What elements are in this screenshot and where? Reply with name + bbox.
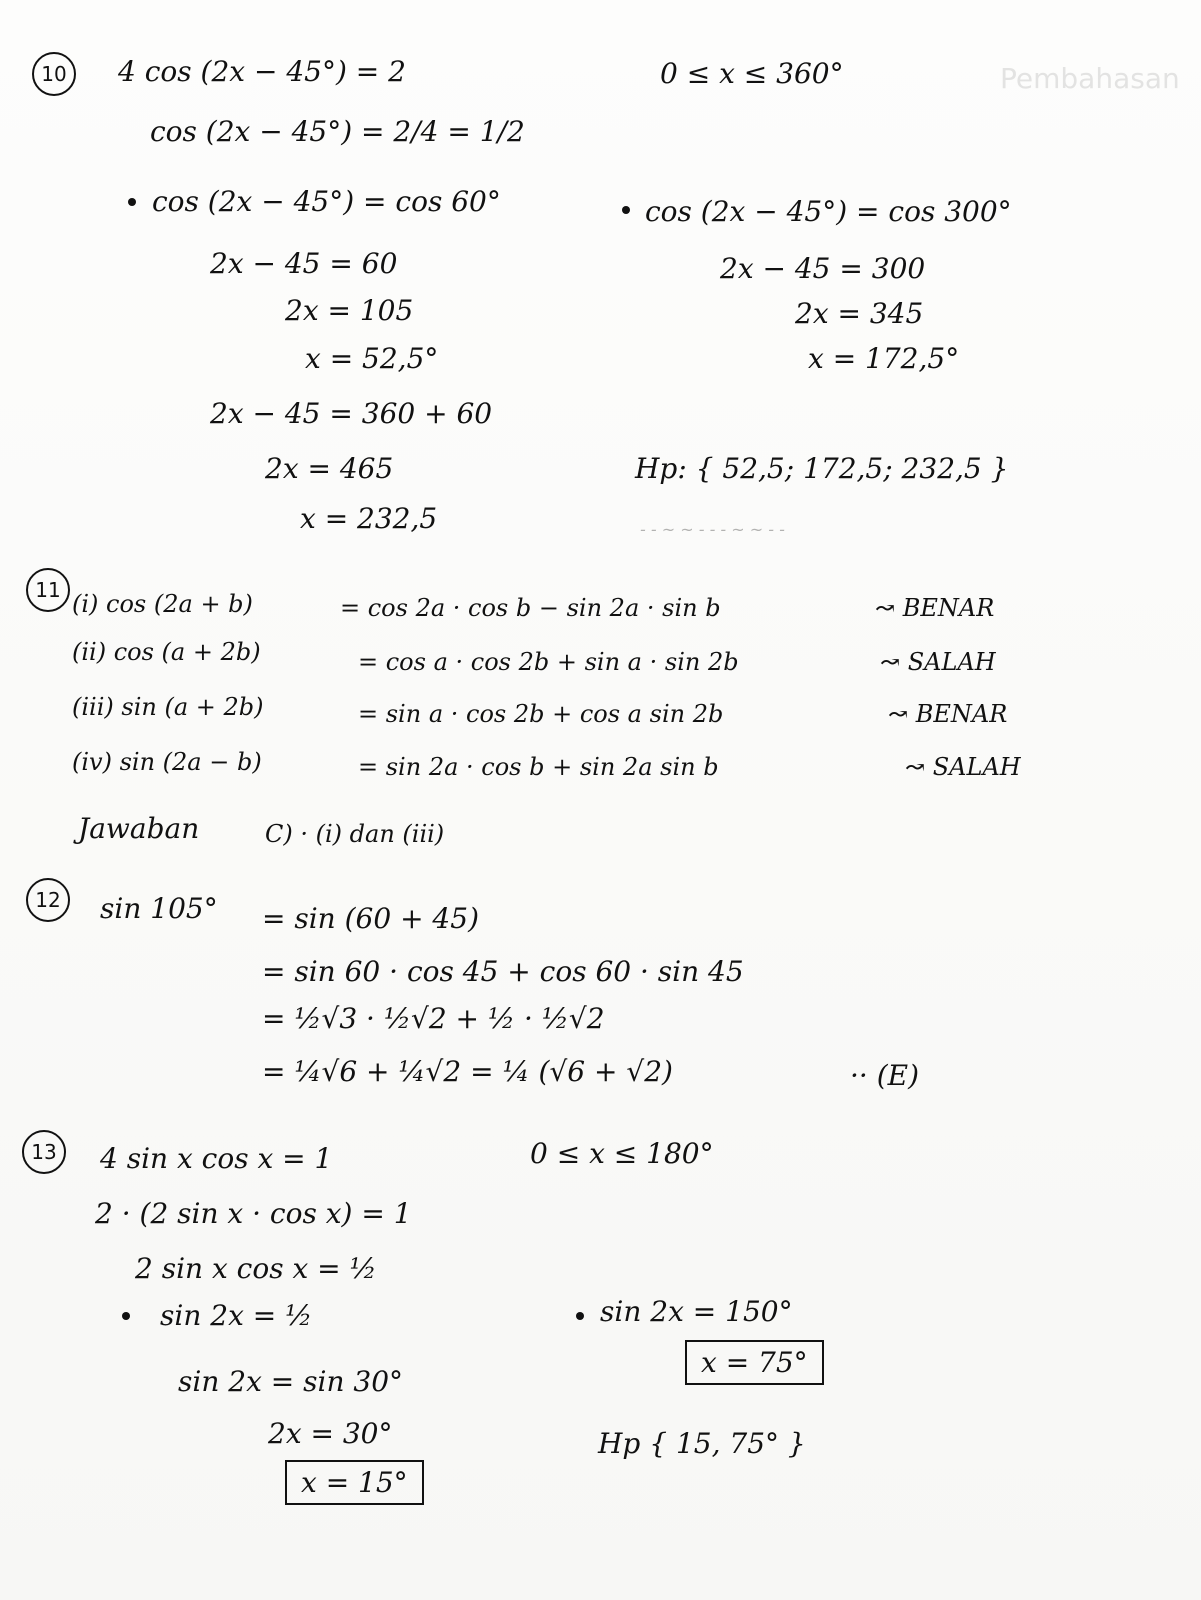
p13-l6: 2x = 30° <box>268 1417 393 1450</box>
p10-caseB-header: cos (2x − 45°) = cos 300° <box>645 195 1012 228</box>
p13-domain: 0 ≤ x ≤ 180° <box>530 1137 714 1170</box>
p12-l1: = sin (60 + 45) <box>262 902 479 935</box>
p11-row4-rhs: = sin 2a · cos b + sin 2a sin b <box>358 753 719 781</box>
p10-line2: cos (2x − 45°) = 2/4 = 1/2 <box>150 115 525 148</box>
p10-caseA-s3: x = 52,5° <box>305 342 439 375</box>
p10-caseA-header: cos (2x − 45°) = cos 60° <box>152 185 501 218</box>
p10-caseA-s1: 2x − 45 = 60 <box>210 247 398 280</box>
p12-l4: = ¼√6 + ¼√2 = ¼ (√6 + √2) <box>262 1055 673 1088</box>
p10-caseA-s2: 2x = 105 <box>285 294 414 327</box>
problem-10-number: 10 <box>32 52 76 96</box>
p10-caseB-s2: 2x = 345 <box>795 297 924 330</box>
problem-13-number: 13 <box>22 1130 66 1174</box>
p13-l4: sin 2x = ½ <box>160 1299 313 1332</box>
p13-l2: 2 · (2 sin x · cos x) = 1 <box>95 1197 412 1230</box>
p11-row3-rhs: = sin a · cos 2b + cos a sin 2b <box>358 700 724 728</box>
p13-l1: 4 sin x cos x = 1 <box>100 1142 333 1175</box>
p10-caseC-s1: 2x − 45 = 360 + 60 <box>210 397 493 430</box>
p11-jawaban-label: Jawaban <box>78 812 200 845</box>
p13-bullet-a <box>122 1312 130 1320</box>
p12-l2: = sin 60 · cos 45 + cos 60 · sin 45 <box>262 955 744 988</box>
p13-r1: sin 2x = 150° <box>600 1295 793 1328</box>
p13-box-a: x = 15° <box>285 1460 424 1505</box>
p11-row2-verdict: ↝ SALAH <box>880 648 996 676</box>
p13-box-b: x = 75° <box>685 1340 824 1385</box>
p11-row3-label: (iii) sin (a + 2b) <box>72 693 264 721</box>
p10-caseB-s3: x = 172,5° <box>808 342 960 375</box>
p11-row1-label: (i) cos (2a + b) <box>72 590 253 618</box>
p13-l5: sin 2x = sin 30° <box>178 1365 404 1398</box>
p11-row2-rhs: = cos a · cos 2b + sin a · sin 2b <box>358 648 739 676</box>
p10-caseC-s3: x = 232,5 <box>300 502 438 535</box>
p11-row4-verdict: ↝ SALAH <box>905 753 1021 781</box>
p13-l3: 2 sin x cos x = ½ <box>135 1252 377 1285</box>
p10-bullet-b <box>622 206 630 214</box>
p10-bullet-a <box>128 198 136 206</box>
p10-caseB-s1: 2x − 45 = 300 <box>720 252 926 285</box>
p11-row1-rhs: = cos 2a · cos b − sin 2a · sin b <box>340 594 721 622</box>
problem-12-number: 12 <box>26 878 70 922</box>
p10-answer: Hp: { 52,5; 172,5; 232,5 } <box>635 452 1009 485</box>
p11-row1-verdict: ↝ BENAR <box>875 594 995 622</box>
p13-answer: Hp { 15, 75° } <box>598 1427 806 1460</box>
p11-row4-label: (iv) sin (2a − b) <box>72 748 262 776</box>
p11-row3-verdict: ↝ BENAR <box>888 700 1008 728</box>
p11-row2-label: (ii) cos (a + 2b) <box>72 638 261 666</box>
p10-line1: 4 cos (2x − 45°) = 2 <box>118 55 406 88</box>
p12-lhs: sin 105° <box>100 892 218 925</box>
p10-caseC-s2: 2x = 465 <box>265 452 394 485</box>
bleed-through-text: Pembahasan <box>1000 62 1180 95</box>
p10-domain: 0 ≤ x ≤ 360° <box>660 57 844 90</box>
problem-11-number: 11 <box>26 568 70 612</box>
p10-scribble: - - ~ ~ - - - ~ ~ - - <box>640 520 785 539</box>
p13-bullet-b <box>576 1312 584 1320</box>
p11-jawaban-value: C) · (i) dan (iii) <box>265 820 445 848</box>
p12-answer: ·· (E) <box>850 1059 919 1092</box>
p12-l3: = ½√3 · ½√2 + ½ · ½√2 <box>262 1002 605 1035</box>
